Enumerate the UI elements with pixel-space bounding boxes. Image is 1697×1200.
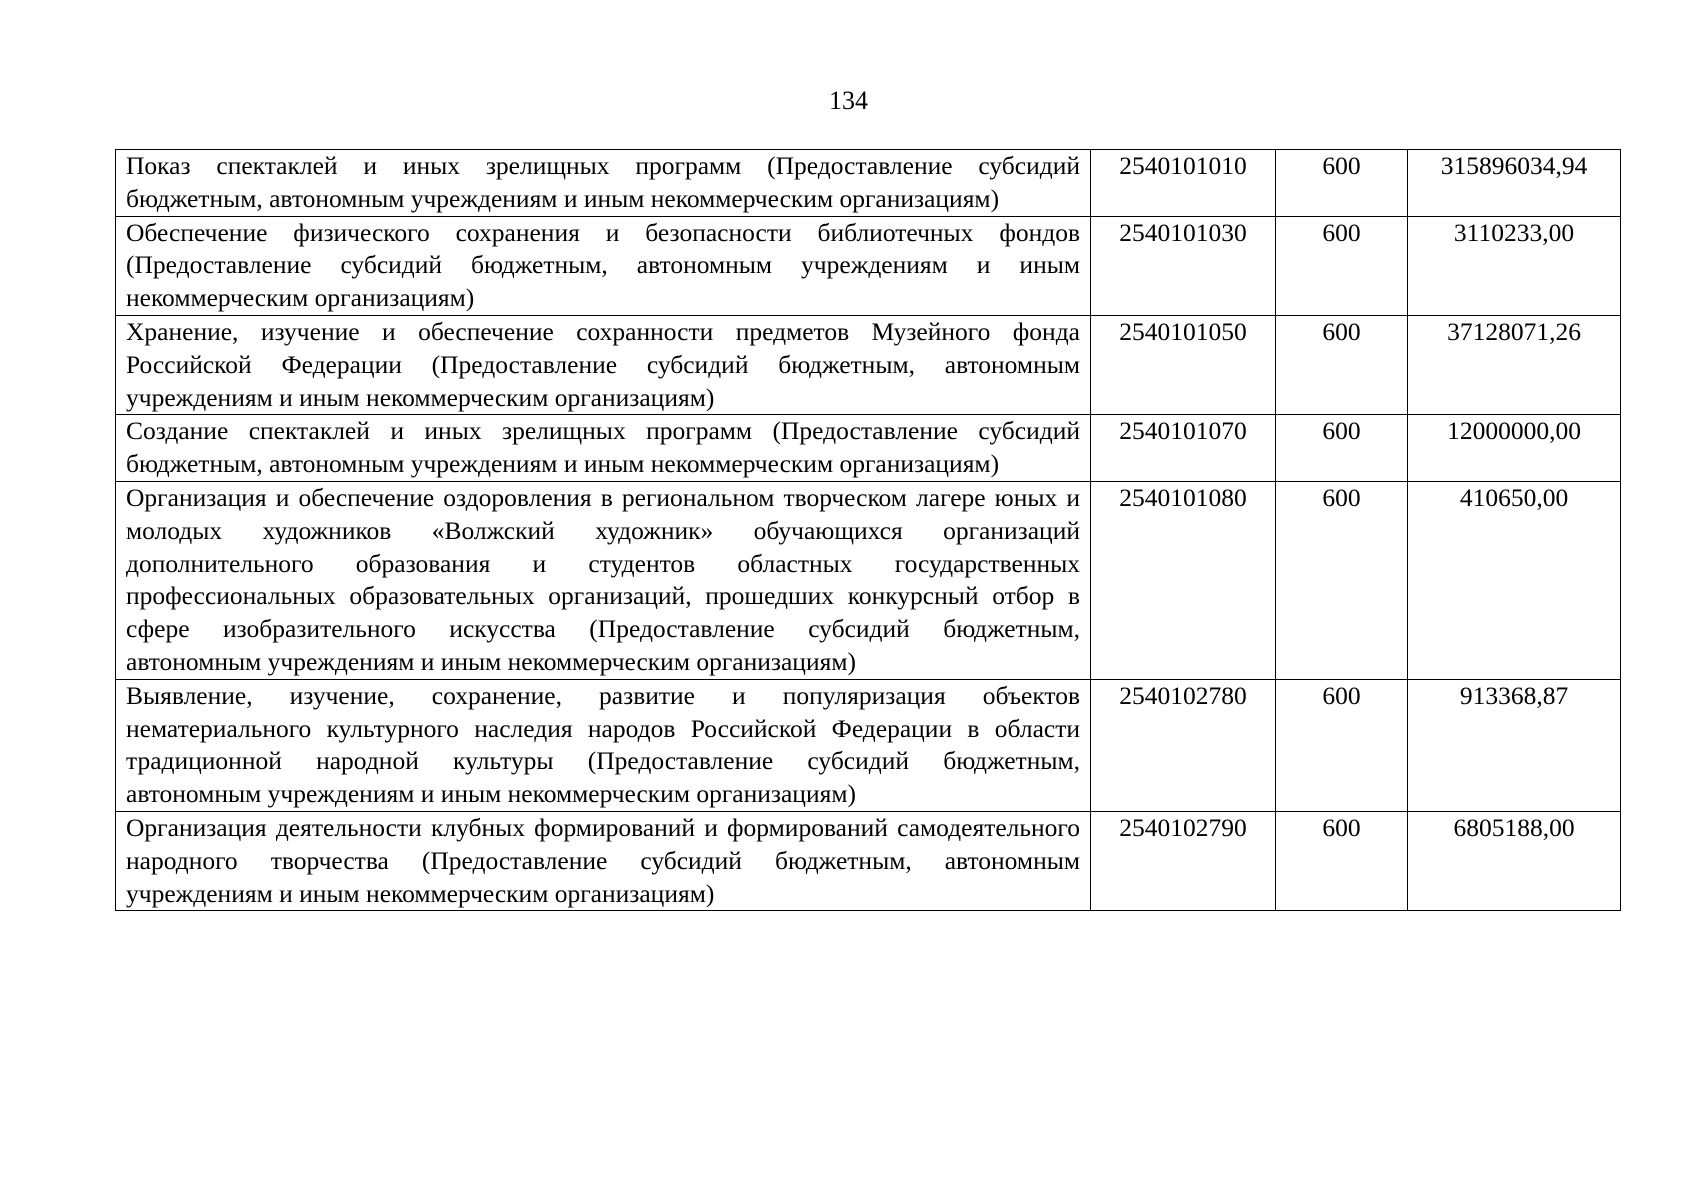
page-number: 134 bbox=[829, 86, 868, 115]
row-csr-cell: 2540101050 bbox=[1091, 315, 1276, 414]
row-csr-cell: 2540101070 bbox=[1091, 415, 1276, 482]
table-row bbox=[116, 679, 1621, 811]
row-sum-cell: 37128071,26 bbox=[1408, 315, 1621, 414]
table-row bbox=[116, 481, 1621, 679]
row-sum-cell: 913368,87 bbox=[1408, 679, 1621, 811]
row-vr-cell: 600 bbox=[1276, 315, 1408, 414]
row-vr-cell: 600 bbox=[1276, 481, 1408, 679]
row-name-cell: Организация деятельности клубных формирований и формирований самодеятельного народного творчества (Предоставление субсидий бюджетным, автономным учреждениям и иным некоммерческим организациям) bbox=[116, 811, 1091, 910]
row-sum-cell: 6805188,00 bbox=[1408, 811, 1621, 910]
row-name-cell: Создание спектаклей и иных зрелищных программ (Предоставление субсидий бюджетным, автономным учреждениям и иным некоммерческим организациям) bbox=[116, 415, 1091, 482]
row-vr-cell: 600 bbox=[1276, 811, 1408, 910]
row-vr-cell: 600 bbox=[1276, 679, 1408, 811]
row-name-cell: Обеспечение физического сохранения и безопасности библиотечных фондов (Предоставление субсидий бюджетным, автономным учреждениям и иным некоммерческим организациям) bbox=[116, 216, 1091, 315]
row-name-cell: Выявление, изучение, сохранение, развитие и популяризация объектов нематериального культурного наследия народов Российской Федерации в области традиционной народной культуры (Предоставление субсидий бюджетным, автономным учреждениям и иным некоммерческим организациям) bbox=[116, 679, 1091, 811]
row-name-cell: Организация и обеспечение оздоровления в региональном творческом лагере юных и молодых художников «Волжский художник» обучающихся организаций дополнительного образования и студентов областных государственных профессиональных образовательных организаций, прошедших конкурсный отбор в сфере изобразительного искусства (Предоставление субсидий бюджетным, автономным учреждениям и иным некоммерческим организациям) bbox=[116, 481, 1091, 679]
table-row bbox=[116, 315, 1621, 414]
table-row bbox=[116, 415, 1621, 482]
row-csr-cell: 2540101080 bbox=[1091, 481, 1276, 679]
row-vr-cell: 600 bbox=[1276, 216, 1408, 315]
row-csr-cell: 2540101010 bbox=[1091, 150, 1276, 217]
row-sum-cell: 3110233,00 bbox=[1408, 216, 1621, 315]
row-vr-cell: 600 bbox=[1276, 150, 1408, 217]
row-csr-cell: 2540102780 bbox=[1091, 679, 1276, 811]
table-row bbox=[116, 811, 1621, 910]
row-vr-cell: 600 bbox=[1276, 415, 1408, 482]
row-csr-cell: 2540101030 bbox=[1091, 216, 1276, 315]
row-csr-cell: 2540102790 bbox=[1091, 811, 1276, 910]
row-sum-cell: 12000000,00 bbox=[1408, 415, 1621, 482]
table-row bbox=[116, 150, 1621, 217]
table-row bbox=[116, 216, 1621, 315]
row-name-cell: Хранение, изучение и обеспечение сохранности предметов Музейного фонда Российской Федерации (Предоставление субсидий бюджетным, автономным учреждениям и иным некоммерческим организациям) bbox=[116, 315, 1091, 414]
row-sum-cell: 410650,00 bbox=[1408, 481, 1621, 679]
row-sum-cell: 315896034,94 bbox=[1408, 150, 1621, 217]
row-name-cell: Показ спектаклей и иных зрелищных программ (Предоставление субсидий бюджетным, автономным учреждениям и иным некоммерческим организациям) bbox=[116, 150, 1091, 217]
budget-table bbox=[115, 149, 1621, 911]
